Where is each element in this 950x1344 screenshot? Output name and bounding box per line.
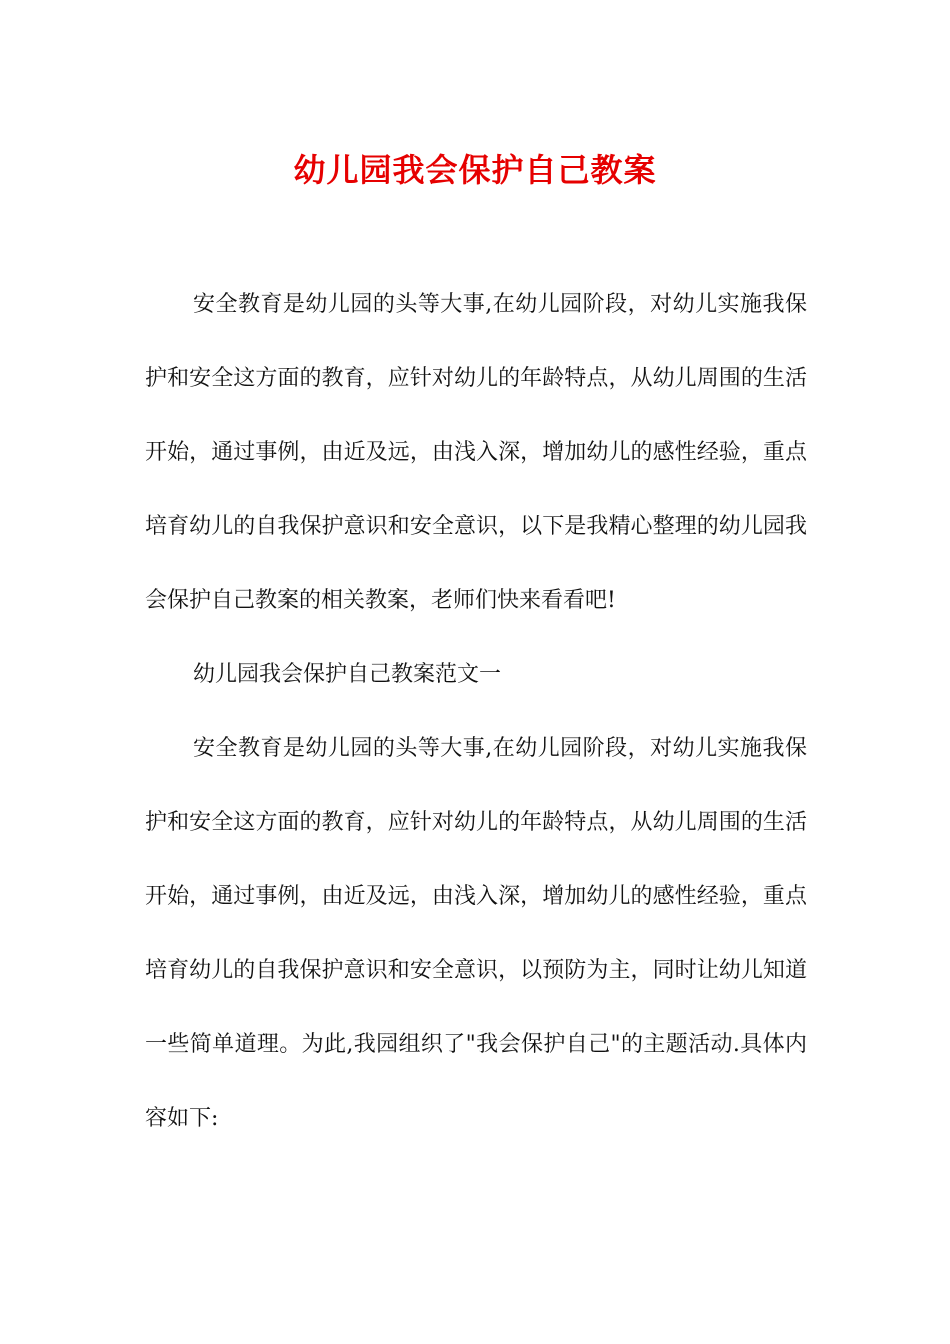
body-paragraph: 安全教育是幼儿园的头等大事,在幼儿园阶段，对幼儿实施我保护和安全这方面的教育，应针对幼儿的年龄特点，从幼儿周围的生活开始，通过事例，由近及远，由浅入深，增加幼儿的感性经验，重点培育幼儿的自我保护意识和安全意识，以预防为主，同时让幼儿知道一些简单道理。为此,我园组织了"我会保护自己"的主题活动.具体内容如下: <box>145 736 807 1131</box>
document-title: 幼儿园我会保护自己教案 <box>293 151 657 189</box>
intro-paragraph: 安全教育是幼儿园的头等大事,在幼儿园阶段，对幼儿实施我保护和安全这方面的教育，应针对幼儿的年龄特点，从幼儿周围的生活开始，通过事例，由近及远，由浅入深，增加幼儿的感性经验，重点培育幼儿的自我保护意识和安全意识，以下是我精心整理的幼儿园我会保护自己教案的相关教案，老师们快来看看吧! <box>145 292 807 613</box>
document-body <box>145 268 807 1156</box>
section-heading: 幼儿园我会保护自己教案范文一 <box>193 662 502 687</box>
